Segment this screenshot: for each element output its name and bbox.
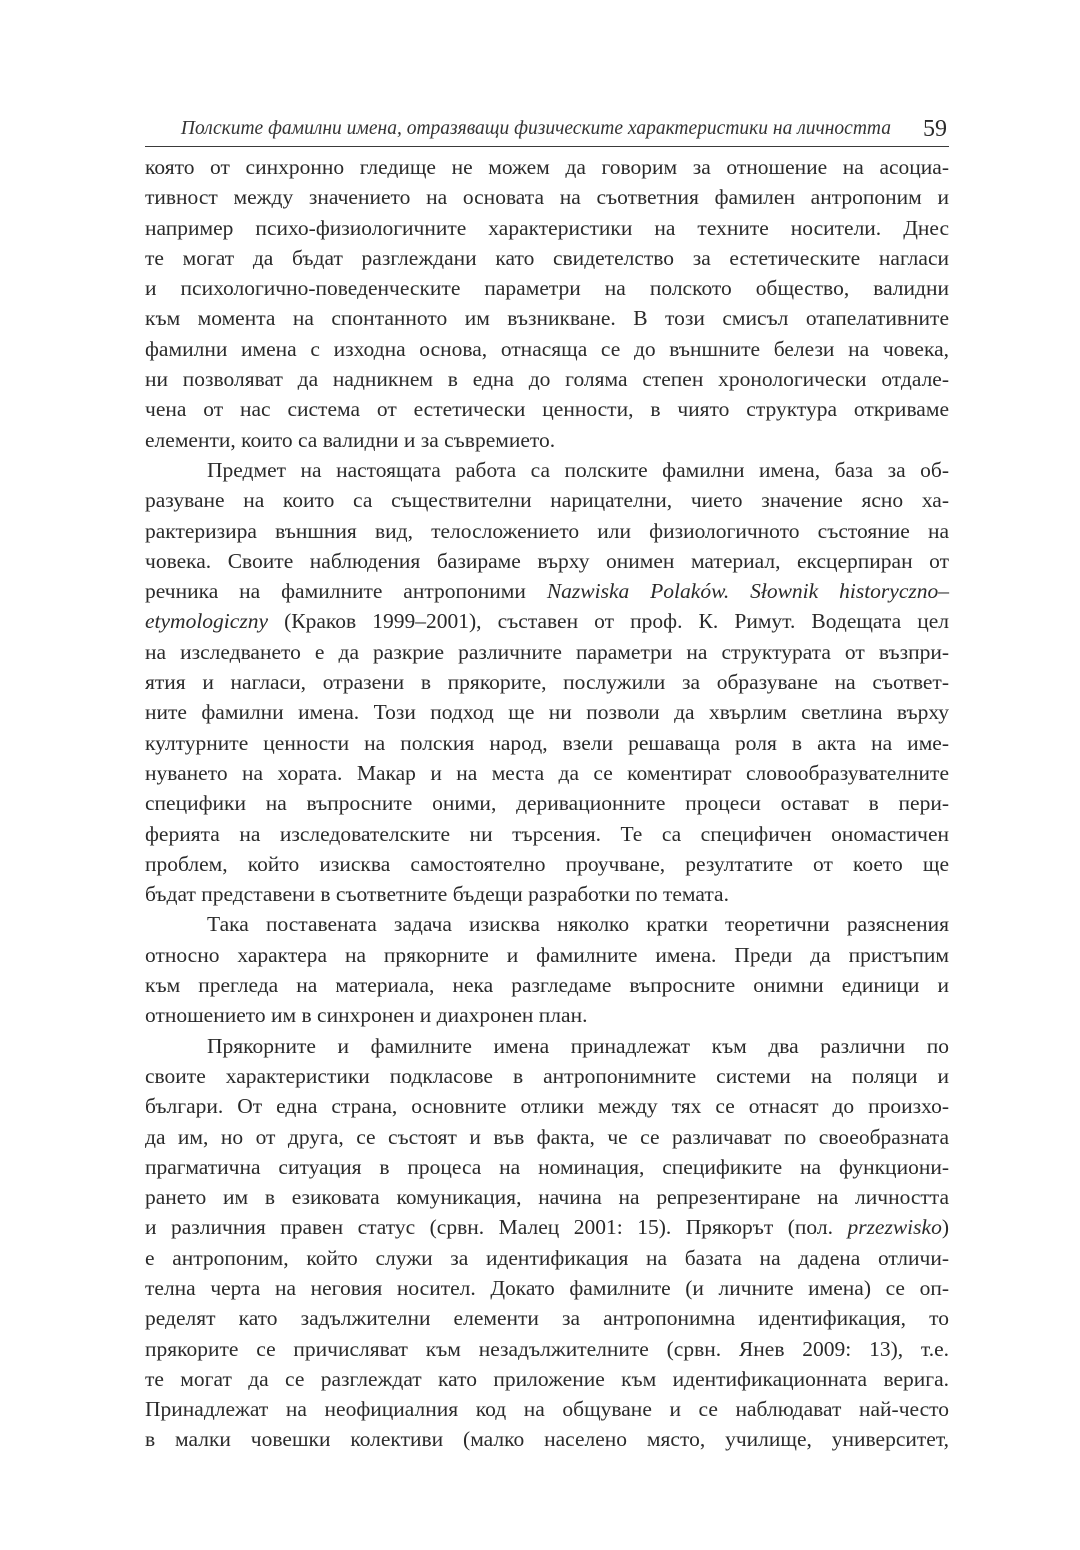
text-line: на изследването е да разкрие различните параметри на структурата от възпри-	[145, 639, 949, 664]
text-line: и психологично-поведенческите параметри на полското общество, валидни	[145, 276, 949, 301]
text-line: отношението им в синхронен и диахронен план.	[145, 1003, 588, 1028]
text-line: бъдат представени в съответните бъдещи разработки по темата.	[145, 882, 729, 907]
text-line: etymologiczny (Краков 1999–2001), съставен от проф. К. Римут. Водещата цел	[145, 609, 949, 634]
text-line: българи. От една страна, основните отлики между тях се отнасят до произхо-	[145, 1094, 949, 1119]
paragraph	[145, 1031, 949, 1455]
paragraph	[145, 152, 949, 455]
italic-title: Nazwiska Polaków. Słownik historyczno–	[546, 579, 949, 604]
text-line: към момента на спонтанното им възникване. В този смисъл отапелативните	[145, 306, 949, 331]
text-line: ределят като задължителни елементи за антропонимна идентификация, то	[145, 1306, 949, 1331]
text-line: ферията на изследователските ни търсения. Те са специфичен ономастичен	[145, 821, 949, 846]
text-line: нуването на хората. Макар и на места да се коментират словообразувателните	[145, 760, 949, 785]
text-line: относно характера на прякорните и фамилните имена. Преди да пристъпим	[145, 942, 949, 967]
text-line: към прегледа на материала, нека разгледаме въпросните онимни единици и	[145, 973, 949, 998]
text-line: елементи, които са валидни и за съвремието.	[145, 427, 556, 452]
text-line: проблем, който изисква самостоятелно проучване, резултатите от което ще	[145, 851, 949, 876]
paragraph	[145, 455, 949, 909]
text-line: фамилни имена с изходна основа, отнасяща се до външните белези на човека,	[145, 336, 949, 361]
text-line: например психо-физиологичните характеристики на техните носители. Днес	[145, 215, 949, 240]
running-title: Полските фамилни имена, отразяващи физическите характеристики на личността	[180, 118, 891, 139]
text-line: ните фамилни имена. Този подход ще ни позволи да хвърлим светлина върху	[145, 700, 949, 725]
paragraph	[145, 909, 949, 1030]
text-line: своите характеристики подкласове в антропонимните системи на поляци и	[145, 1063, 949, 1088]
text-line: специфики на въпросните оними, деривационните процеси остават в пери-	[145, 791, 949, 816]
text-line: телна черта на неговия носител. Докато фамилните (и личните имена) се оп-	[145, 1275, 949, 1300]
page-number: 59	[923, 116, 947, 142]
text-line: да им, но от друга, се състоят и във факта, че се различават по своеобразната	[145, 1124, 949, 1149]
text-line: те могат да бъдат разглеждани като свидетелство за естетическите нагласи	[145, 245, 949, 270]
italic-title: etymologiczny	[145, 609, 268, 634]
text-line: Прякорните и фамилните имена принадлежат към два различни по	[207, 1033, 949, 1058]
italic-term: przezwisko	[847, 1215, 942, 1240]
text-line: е антропоним, който служи за идентификация на базата на дадена отличи-	[145, 1245, 949, 1270]
text-line: разуване на които са съществителни нарицателни, чието значение ясно ха-	[145, 488, 949, 513]
text-line: рането им в езиковата комуникация, начина на репрезентиране на личността	[145, 1185, 949, 1210]
text-line: речника на фамилните антропоними Nazwiska Polaków. Słownik historyczno–	[145, 579, 949, 604]
text-line: която от синхронно гледище не можем да говорим за отношение на асоциа-	[145, 155, 949, 179]
text-line: човека. Своите наблюдения базираме върху онимен материал, ексцерпиран от	[145, 548, 949, 573]
text-line: в малки човешки колективи (малко населено място, училище, университет,	[145, 1427, 949, 1452]
text-line: рактеризира външния вид, телосложението или физиологичното състояние на	[145, 518, 949, 543]
text-line: тивност между значението на основата на съответния фамилен антропоним и	[145, 185, 949, 210]
text-line: чена от нас система от естетически ценности, в чиято структура откриваме	[145, 397, 949, 422]
text-line: и различния правен статус (срвн. Малец 2001: 15). Прякорът (пол. przezwisko)	[145, 1215, 949, 1240]
text-line: Принадлежат на неофициалния код на общуване и се наблюдават най-често	[145, 1397, 949, 1422]
text-line: Предмет на настоящата работа са полските фамилни имена, база за об-	[207, 457, 949, 482]
text-line: културните ценности на полския народ, взели решаваща роля в акта на име-	[145, 730, 949, 755]
text-line: ятия и нагласи, отразени в прякорите, послужили за образуване на съответ-	[145, 670, 949, 695]
body-text	[145, 152, 949, 1455]
text-line: прякорите се причисляват към незадължителните (срвн. Янев 2009: 13), т.е.	[145, 1336, 949, 1361]
running-header	[145, 112, 949, 147]
text-line: те могат да се разглеждат като приложение към идентификационната верига.	[145, 1366, 949, 1391]
text-line: ни позволяват да надникнем в една до голяма степен хронологически отдале-	[145, 367, 949, 392]
text-line: Така поставената задача изисква няколко кратки теоретични разяснения	[207, 912, 949, 937]
text-line: прагматична ситуация в процеса на номинация, спецификите на функциони-	[145, 1154, 949, 1179]
